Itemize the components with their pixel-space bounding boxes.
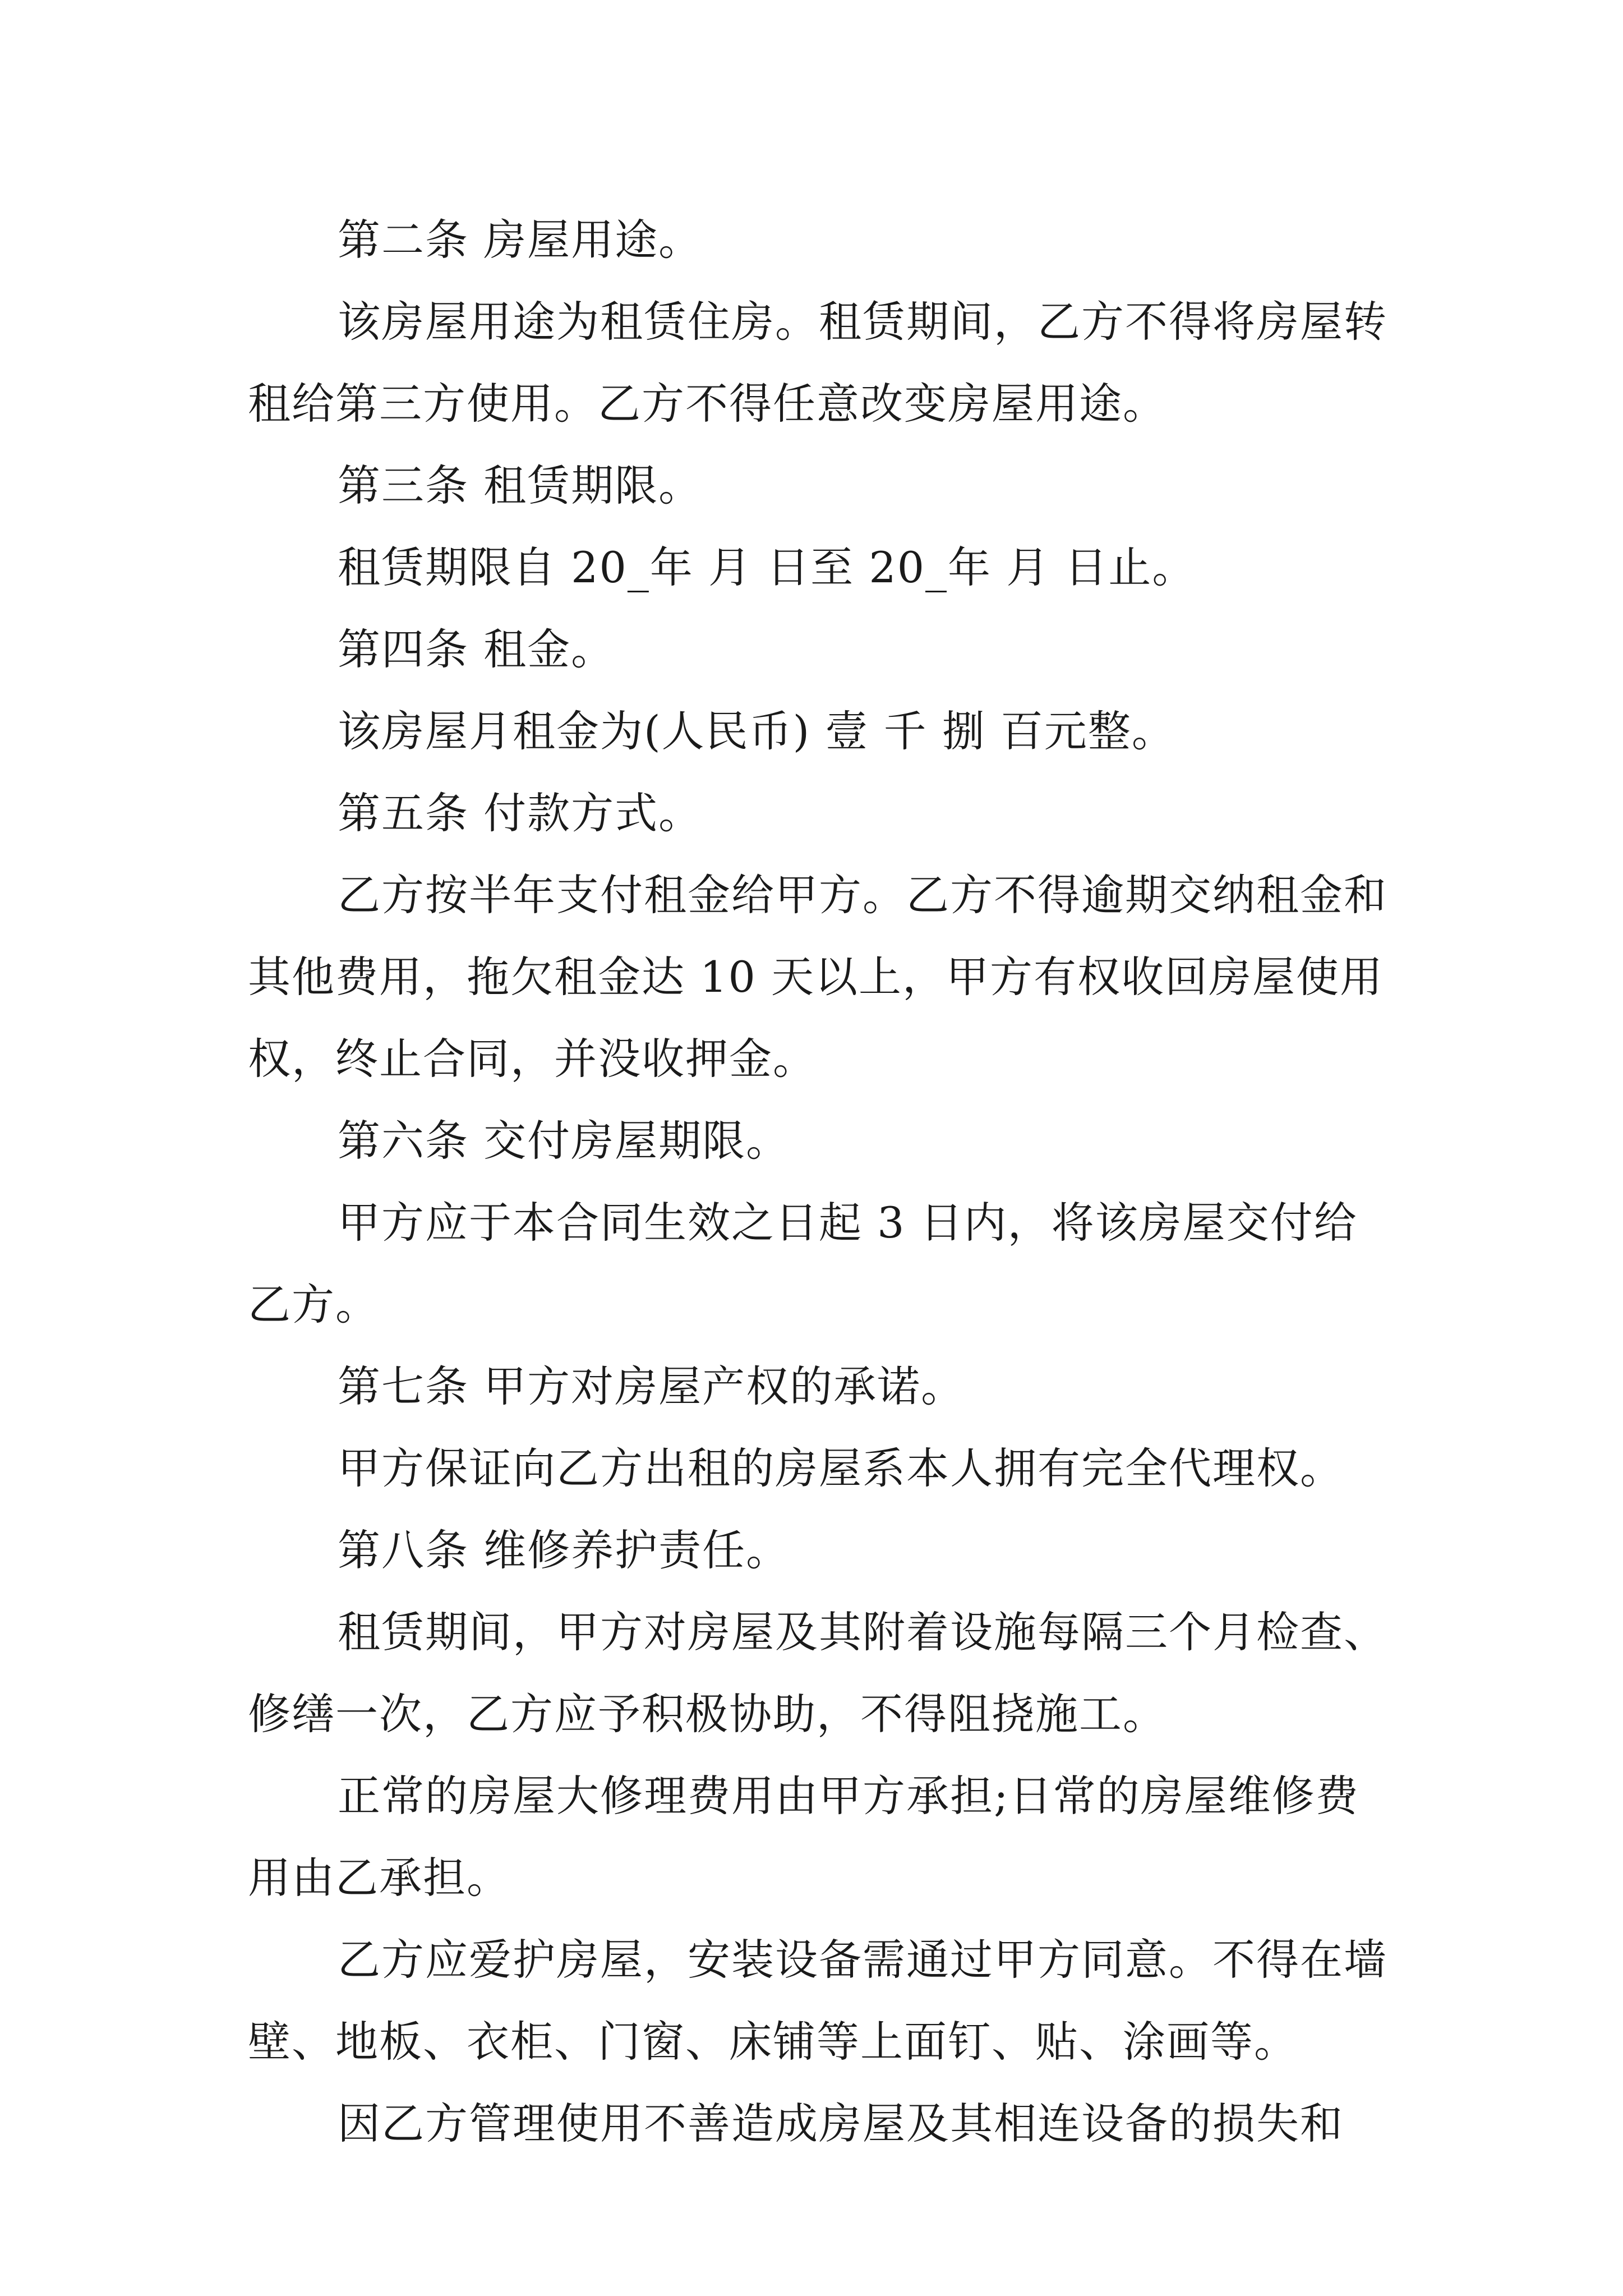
paragraph-line: 正常的房屋大修理费用由甲方承担;日常的房屋维修费: [338, 1771, 1359, 1821]
paragraph-line: 壁、地板、衣柜、门窗、床铺等上面钉、贴、涂画等。: [248, 2017, 1298, 2067]
paragraph-line: 该房屋用途为租赁住房。租赁期间，乙方不得将房屋转: [338, 297, 1387, 347]
clause-heading: 第七条 甲方对房屋产权的承诺。: [338, 1361, 965, 1411]
paragraph-line: 甲方保证向乙方出租的房屋系本人拥有完全代理权。: [338, 1443, 1344, 1493]
clause-heading: 第五条 付款方式。: [338, 788, 703, 838]
paragraph-line: 其他费用，拖欠租金达 10 天以上，甲方有权收回房屋使用: [248, 952, 1384, 1002]
paragraph-line: 乙方按半年支付租金给甲方。乙方不得逾期交纳租金和: [338, 870, 1387, 920]
clause-heading: 第三条 租赁期限。: [338, 461, 703, 510]
paragraph-line: 修缮一次，乙方应予积极协助，不得阻挠施工。: [248, 1689, 1166, 1739]
paragraph-line: 租给第三方使用。乙方不得任意改变房屋用途。: [248, 379, 1166, 429]
paragraph-line: 该房屋月租金为(人民币) 壹 千 捌 百元整。: [338, 706, 1175, 756]
paragraph-line: 权，终止合同，并没收押金。: [248, 1034, 817, 1084]
paragraph-line: 因乙方管理使用不善造成房屋及其相连设备的损失和: [338, 2099, 1344, 2148]
paragraph-line: 用由乙承担。: [248, 1853, 510, 1903]
paragraph-line: 乙方。: [248, 1280, 379, 1329]
paragraph-line: 乙方应爱护房屋，安装设备需通过甲方同意。不得在墙: [338, 1935, 1387, 1985]
paragraph-line: 租赁期限自 20_年 月 日至 20_年 月 日止。: [338, 542, 1196, 592]
clause-heading: 第六条 交付房屋期限。: [338, 1116, 790, 1166]
clause-heading: 第二条 房屋用途。: [338, 215, 703, 265]
clause-heading: 第四条 租金。: [338, 624, 615, 674]
paragraph-line: 租赁期间，甲方对房屋及其附着设施每隔三个月检查、: [338, 1607, 1387, 1657]
document-body: [248, 199, 1387, 2165]
clause-heading: 第八条 维修养护责任。: [338, 1525, 790, 1575]
paragraph-line: 甲方应于本合同生效之日起 3 日内，将该房屋交付给: [338, 1198, 1358, 1248]
